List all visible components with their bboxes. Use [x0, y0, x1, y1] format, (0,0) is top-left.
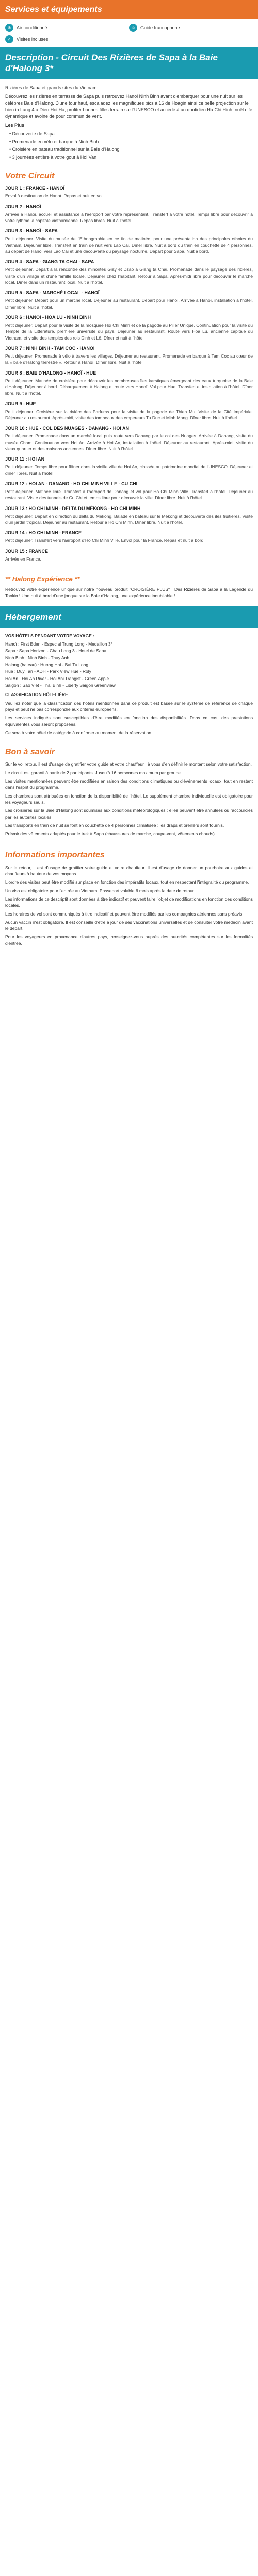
day-title: JOUR 14 : HO CHI MINH - FRANCE [5, 530, 82, 536]
service-item-visits [5, 33, 129, 45]
info-paragraph: L'ordre des visites peut être modifié sur place en fonction des impératifs locaux, tout en respectant l'intégralité du programme. [5, 879, 249, 885]
service-label: Guide francophone [140, 25, 180, 30]
plus-item-text: 3 journées entière à votre gout à Hoi Van [12, 155, 97, 160]
day-item [5, 530, 253, 544]
info-paragraph: Aucun vaccin n'est obligatoire. Il est conseillé d'être à jour de ses vaccinations universelles et de consulter votre médecin avant le départ. [5, 919, 253, 931]
bon-title: Bon à savoir [5, 748, 55, 757]
hotel-paragraph: Veuillez noter que la classification des hôtels mentionnée dans ce produit est basée sur le système de référence de chaque pays et peut ne pas correspondre aux critères européens. [5, 700, 253, 712]
hotel-line: Hue : Duy Tan - ADH - Park View Hue - Roly [5, 669, 91, 674]
service-item-ac [5, 22, 129, 33]
hotel-line: Ninh Binh : Ninh Binh - Thuy Anh [5, 655, 70, 660]
bon-section [0, 741, 258, 844]
day-text: Petit déjeuner. Croisière sur la rivière des Parfums pour la visite de la pagode de Thien Mu. Visite de la Cité Impériale. Déjeuner au restaurant. Après-midi, visite des tombeaux des empereurs Tu Duc et Minh Mang. Dîner libre. Nuit à l'hôtel. [5, 409, 253, 421]
day-text: Arrivée à Hanoï, accueil et assistance à l'aéroport par votre représentant. Transfert à votre hôtel. Temps libre pour découvrir à votre rythme la capitale vietnamienne. Repas libres. Nuit à l'hôtel. [5, 211, 253, 224]
day-item [5, 204, 253, 224]
promo-text: Retrouvez votre expérience unique sur notre nouveau produit "CROISIÈRE PLUS" : Des Rizières de Sapa à la Légende du Tonkin ! Une nuit à bord d'une jonque sur la Baie d'Halong, une expérience inoubliable ! [5, 586, 253, 599]
hotel-line: Saigon : Sao Viet - Thai Binh - Liberty Saigon Greenview [5, 682, 116, 688]
service-item-guide [129, 22, 253, 33]
day-item [5, 505, 253, 526]
day-item [5, 290, 253, 310]
day-text: Petit déjeuner. Visite du musée de l'Ethnographie en ce fin de matinée, pour une présentation des principales ethnies du Vietnam. Déjeuner libre. Transfert en train de nuit vers Lao Cai. Dîner libre. Nuit à bord du train en couchette de 4 personnes, au départ de Hanoï vers Lao Cai et une découverte du paysage nocturne. Départ pour Sapa. Nuit à bord. [5, 236, 253, 255]
plus-item: • Découverte de Sapa [9, 131, 55, 137]
hotel-paragraph: Ce sera à votre hôtel de catégorie à confirmer au moment de la réservation. [5, 730, 153, 735]
hotel-line: Sapa : Sapa Horizon - Chau Long 3 - Hotel de Sapa [5, 648, 107, 654]
day-text: Petit déjeuner. Départ à la rencontre des minorités Giay et Dzao à Giang ta Chai. Promenade dans le paysage des rizières, visite d'un village et d'une famille locale. Déjeuner chez l'habitant. Retour à Sapa. Après-midi libre pour découvrir le marché local. Dîner dans un restaurant local. Nuit à l'hôtel. [5, 267, 253, 285]
days-list [5, 185, 253, 562]
bon-paragraph: Le circuit est garanti à partir de 2 participants. Jusqu'à 16 personnes maximum par groupe. [5, 770, 182, 775]
service-label: Visites incluses [17, 36, 49, 42]
intro-line: Découvrez les rizières en terrasse de Sapa puis retrouvez Hanoi Ninh Binh avant d'embarquer pour une nuit sur les célèbres Baie d'Halong. D'une tour haut, escaladez les magnifiques pics à 15 de Hoagin ainsi ce belle projection sur le bien in Lang 4 à Dien Hoi Ha, profiter bonnes filles terrain sur l'UNESCO et accédé à un quotidien Ha Chi Hinh, noël elfe dynamique et avoine de pour commun de vent. [5, 93, 252, 119]
plus-item: • Promenade en vélo et barque à Ninh Binh [9, 139, 99, 145]
day-item [5, 314, 253, 341]
plus-title: Les Plus [5, 122, 25, 128]
day-title: JOUR 15 : FRANCE [5, 548, 49, 554]
day-title: JOUR 13 : HO CHI MINH - DELTA DU MÉKONG - HO CHI MINH [5, 505, 141, 511]
day-title: JOUR 10 : HUE - COL DES NUAGES - DANANG - HOI AN [5, 426, 130, 431]
day-item [5, 425, 253, 452]
bon-paragraph: Les transports en train de nuit se font en couchette de 4 personnes climatisée ; les draps et oreillers sont fournis. [5, 822, 224, 828]
plus-item-text: Découverte de Sapa [12, 131, 55, 137]
hotels-section [0, 628, 258, 741]
promo-title: ** Halong Expérience ** [5, 575, 80, 583]
info-paragraph: Sur le retour, il est d'usage de gratifier votre guide et votre chauffeur. Il est d'usage de donner un pourboire aux guides et chauffeurs à hauteur de vos moyens. [5, 865, 253, 876]
bon-paragraph: Les visites mentionnées peuvent être modifiées en raison des conditions climatiques ou d'événements locaux, tout en restant dans l'esprit du programme. [5, 778, 253, 790]
day-title: JOUR 12 : HOI AN - DANANG - HO CHI MINH VILLE - CU CHI [5, 481, 138, 486]
info-paragraphs [5, 865, 253, 946]
day-text: Petit déjeuner. Matinée libre. Transfert à l'aéroport de Danang et vol pour Ho Chi Minh Ville. Transfert à l'hôtel. Déjeuner au restaurant. Visite des tunnels de Cu Chi et temps libre pour découvrir la ville. Dîner libre. Nuit à l'hôtel. [5, 489, 253, 501]
bon-paragraph: Les chambres sont attribuées en fonction de la disponibilité de l'hôtel. Le supplément chambre individuelle est obligatoire pour les voyageurs seuls. [5, 793, 253, 805]
snowflake-icon: ❄ [5, 24, 13, 32]
intro-section [0, 79, 258, 165]
bon-paragraph: Prévoir des vêtements adaptés pour le trek à Sapa (chaussures de marche, coupe-vent, vêtements chauds). [5, 831, 216, 837]
day-title: JOUR 8 : BAIE D'HALONG - HANOÏ - HUE [5, 370, 96, 376]
page [0, 0, 258, 952]
day-text: Petit déjeuner. Départ pour un marché local. Déjeuner au restaurant. Départ pour Hanoï. Arrivée à Hanoï, installation à l'hôtel. Dîner libre. Nuit à l'hôtel. [5, 298, 253, 310]
day-text: Petit déjeuner. Matinée de croisière pour découvrir les nombreuses îles karstiques émergeant des eaux turquoise de la Baie d'Halong. Déjeuner à bord. Débarquement à Halong et route vers Hanoï. Vol pour Hue. Transfert et installation à l'hôtel. Dîner libre. Nuit à l'hôtel. [5, 378, 253, 396]
info-paragraph: Pour les voyageurs en provenance d'autres pays, renseignez-vous auprès des autorités compétentes sur les formalités d'entrée. [5, 934, 253, 946]
day-text: Petit déjeuner. Transfert vers l'aéroport d'Ho Chi Minh Ville. Envol pour la France. Repas et nuit à bord. [5, 538, 205, 544]
services-title: Services et équipements [5, 5, 102, 14]
hotels-subtitle: VOS HÔTELS PENDANT VOTRE VOYAGE : [5, 633, 95, 638]
bon-paragraph: Les croisières sur la Baie d'Halong sont soumises aux conditions météorologiques ; elles peuvent être annulées ou raccourcies par les autorités locales. [5, 808, 253, 820]
services-list [0, 19, 258, 47]
day-title: JOUR 3 : HANOÏ - SAPA [5, 228, 58, 234]
service-label: Air conditionné [17, 25, 47, 30]
day-title: JOUR 5 : SAPA - MARCHÉ LOCAL - HANOÏ [5, 290, 100, 296]
day-text: Envol à destination de Hanoï. Repas et nuit en vol. [5, 193, 104, 199]
day-item [5, 401, 253, 421]
description-banner [0, 47, 258, 79]
day-text: Petit déjeuner. Départ pour la visite de la mosquée Hoi Chi Minh et de la pagode au Pilier Unique. Continuation pour la visite du Temple de la Littérature, première université du pays. Déjeuner au restaurant. Route vers Hoa Lu, ancienne capitale du Vietnam, et visite des temples des rois Dinh et Lê. Dîner et nuit à l'hôtel. [5, 323, 253, 341]
description-title: Description - Circuit Des Rizières de Sapa à la Baie d'Halong 3* [5, 53, 218, 74]
intro-line: Rizières de Sapa et grands sites du Vietnam [5, 84, 97, 90]
plus-item: • 3 journées entière à votre gout à Hoi Van [9, 155, 97, 160]
hotels-note-title: CLASSIFICATION HÔTELIÈRE [5, 692, 68, 698]
info-title: Informations importantes [5, 851, 105, 860]
day-item [5, 456, 253, 477]
hotels-title: Hébergement [5, 612, 61, 622]
day-item [5, 481, 253, 501]
day-title: JOUR 6 : HANOÏ - HOA LU - NINH BINH [5, 315, 91, 320]
guide-icon: ☺ [129, 24, 137, 32]
day-text: Petit déjeuner. Promenade dans un marché local puis route vers Danang par le col des Nuages. Arrivée à Danang, visite du musée Cham. Continuation vers Hoi An. Arrivée à Hoi An, installation à l'hôtel. Déjeuner au restaurant. Après-midi, visite du vieux quartier et des maisons anciennes. Dîner libre. Nuit à l'hôtel. [5, 433, 253, 451]
info-paragraph: Un visa est obligatoire pour l'entrée au Vietnam. Passeport valable 6 mois après la date de retour. [5, 888, 195, 893]
day-title: JOUR 2 : HANOÏ [5, 204, 41, 209]
plus-item-text: Promenade en vélo et barque à Ninh Binh [12, 139, 99, 145]
bon-paragraphs [5, 761, 253, 837]
hotel-line: Halong (bateau) : Huong Hai - Bai Tu Long [5, 662, 89, 668]
hotel-line: Hoi An : Hoi An River - Hoi Ani Trangist - Green Apple [5, 675, 109, 681]
plus-item-text: Croisière en bateau traditionnel sur la Baie d'Halong [12, 147, 120, 152]
bon-paragraph: Sur le vol retour, il est d'usage de gratifier votre guide et votre chauffeur ; à vous d'en définir le montant selon votre satisfaction. [5, 761, 252, 767]
hotels-banner [0, 606, 258, 628]
hotel-line: Hanoï : First Eden - Especial Trung Long - Medaillon 3* [5, 641, 112, 647]
info-section [0, 844, 258, 952]
day-item [5, 370, 253, 397]
day-title: JOUR 7 : NINH BINH - TAM COC - HANOÏ [5, 346, 95, 351]
day-item [5, 228, 253, 255]
day-title: JOUR 9 : HUE [5, 401, 36, 406]
hotel-paragraph: Les services indiqués sont susceptibles d'être modifiés en fonction des disponibilités. Dans ce cas, des prestations équivalentes vous seront proposées. [5, 715, 253, 727]
services-banner [0, 0, 258, 19]
day-text: Petit déjeuner. Départ en direction du delta du Mékong. Balade en bateau sur le Mékong et découverte des îles fruitières. Visite d'un jardin tropical. Déjeuner au restaurant. Retour à Ho Chi Minh. Dîner libre. Nuit à l'hôtel. [5, 513, 253, 526]
info-paragraph: Les informations de ce descriptif sont données à titre indicatif et peuvent faire l'objet de modifications en fonction des conditions locales. [5, 896, 253, 908]
day-item [5, 548, 253, 562]
promo-section [0, 569, 258, 606]
circuit-title: Votre Circuit [5, 172, 55, 181]
circuit-section [0, 165, 258, 569]
plus-item: • Croisière en bateau traditionnel sur la Baie d'Halong [9, 147, 120, 152]
day-text: Petit déjeuner. Promenade à vélo à travers les villages. Déjeuner au restaurant. Promenade en barque à Tam Coc au cœur de la « baie d'Halong terrestre ». Retour à Hanoï. Dîner libre. Nuit à l'hôtel. [5, 353, 253, 365]
day-item [5, 185, 253, 199]
hotel-lines [5, 641, 253, 688]
day-title: JOUR 4 : SAPA - GIANG TA CHAI - SAPA [5, 259, 94, 265]
day-title: JOUR 1 : FRANCE - HANOÏ [5, 185, 65, 191]
day-text: Petit déjeuner. Temps libre pour flâner dans la vieille ville de Hoi An, classée au patrimoine mondial de l'UNESCO. Déjeuner et dîner libres. Nuit à l'hôtel. [5, 464, 253, 476]
day-item [5, 345, 253, 366]
day-item [5, 259, 253, 285]
day-title: JOUR 11 : HOI AN [5, 456, 45, 462]
info-paragraph: Les horaires de vol sont communiqués à titre indicatif et peuvent être modifiés par les compagnies aériennes sans préavis. [5, 911, 244, 917]
hotel-paragraphs [5, 700, 253, 736]
ticket-icon: ✓ [5, 35, 13, 43]
day-text: Arrivée en France. [5, 556, 41, 562]
